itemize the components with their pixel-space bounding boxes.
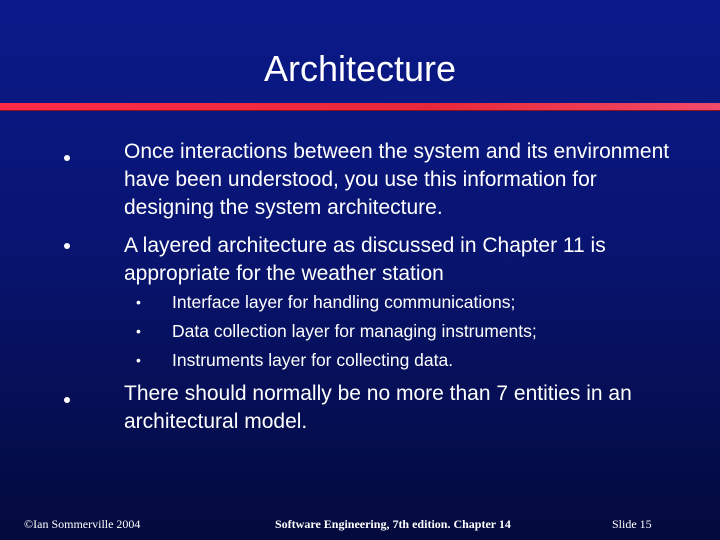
sub-bullet-text: Data collection layer for managing instruments; bbox=[172, 321, 537, 341]
bullet-text: There should normally be no more than 7 entities in an architectural model. bbox=[124, 382, 632, 433]
footer-copyright: ©Ian Sommerville 2004 bbox=[24, 517, 141, 531]
bullet-dot-icon bbox=[64, 397, 70, 403]
slide-title: Architecture bbox=[263, 48, 457, 89]
footer-slide-number: Slide 15 bbox=[612, 517, 652, 531]
bullet-text: A layered architecture as discussed in Chapter 11 is appropriate for the weather station bbox=[124, 234, 606, 285]
sub-bullet-text: Interface layer for handling communications; bbox=[172, 292, 516, 312]
sub-bullet-dot-icon: • bbox=[136, 294, 141, 310]
sub-bullet-dot-icon: • bbox=[136, 352, 141, 368]
footer-book-title: Software Engineering, 7th edition. Chapter 14 bbox=[275, 517, 511, 531]
bullet-dot-icon bbox=[64, 155, 70, 161]
sub-bullet-dot-icon: • bbox=[136, 323, 141, 339]
bullet-dot-icon bbox=[64, 243, 70, 249]
bullet-text: Once interactions between the system and its environment have been understood, you use this information for designing the system architecture. bbox=[124, 140, 670, 219]
sub-bullet-text: Instruments layer for collecting data. bbox=[172, 350, 454, 370]
